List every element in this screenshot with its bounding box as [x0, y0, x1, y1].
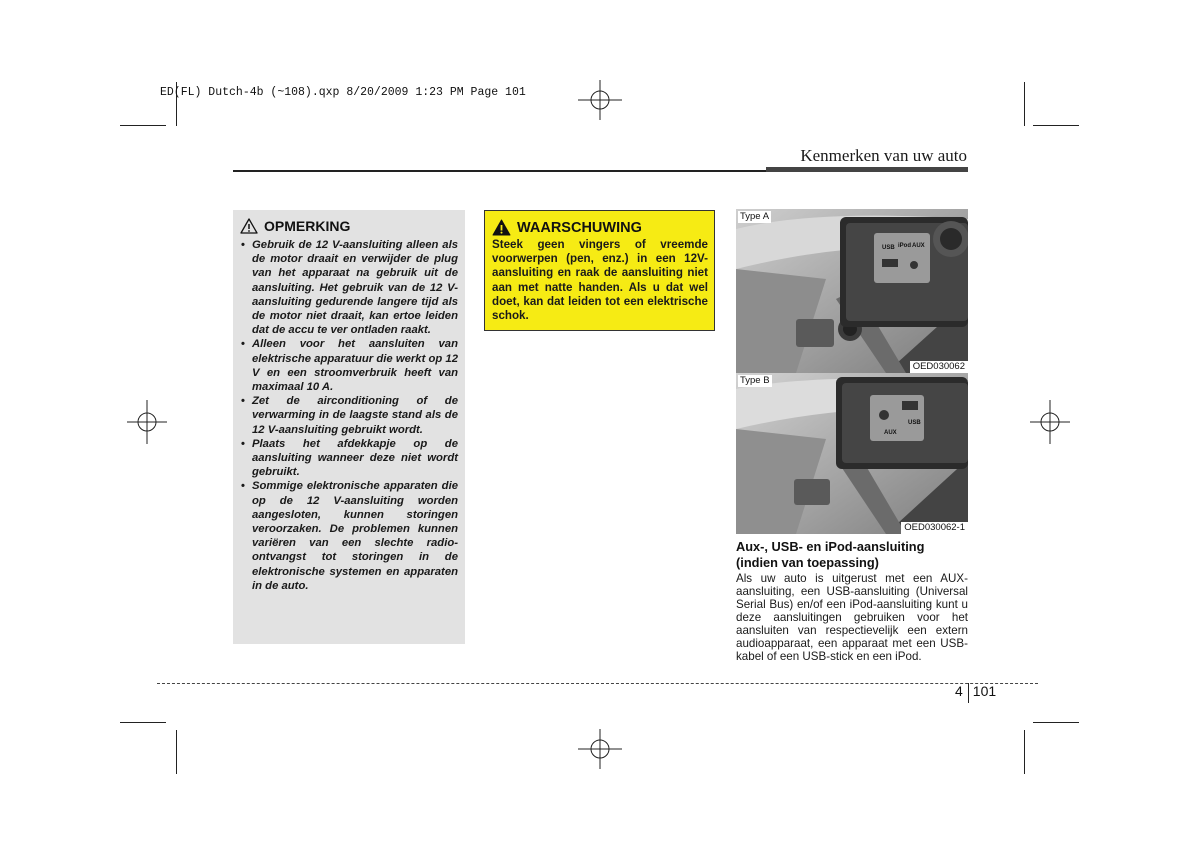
crop-mark [1024, 82, 1025, 126]
warning-triangle-filled-icon [492, 219, 511, 236]
photo-type-b [736, 373, 968, 534]
print-slug: ED(FL) Dutch-4b (~108).qxp 8/20/2009 1:23 PM Page 101 [160, 86, 526, 99]
registration-mark-icon [578, 80, 622, 120]
page-number-value: 101 [972, 683, 997, 699]
port-label: iPod [898, 243, 911, 249]
note-list [240, 238, 458, 593]
photo-code: OED030062 [910, 361, 968, 373]
header-rule-accent [766, 167, 968, 172]
console-illustration [736, 373, 968, 534]
photo-type-label: Type A [740, 211, 770, 222]
page-number-divider [968, 683, 969, 703]
subsection-title: Aux-, USB- en iPod-aansluiting (indien van toepassing) [736, 539, 925, 570]
note-item: • Gebruik de 12 V-aansluiting alleen als de motor draait en verwijder de plug van het apparaat na gebruik uit de aansluiting. Het gebruik van de 12 V-aansluiting gedurende langere tijd als de motor niet draait, kan ertoe leiden dat de accu te ver ontladen raakt. [240, 238, 458, 337]
console-illustration [736, 209, 968, 373]
crop-mark [120, 125, 166, 126]
chapter-number: 4 [955, 683, 963, 699]
crop-mark [176, 730, 177, 774]
warning-text: Steek geen vingers of vreemde voorwerpen (pen, enz.) in een 12V-aansluiting en raak de aansluiting niet aan met natte handen. Als u dat wel doet, kan dat leiden tot een elektrische schok. [492, 238, 708, 323]
crop-mark [1033, 722, 1079, 723]
registration-mark-icon [1030, 400, 1070, 444]
warning-heading [492, 219, 642, 236]
port-label: AUX [912, 243, 925, 249]
port-label: USB [882, 245, 895, 251]
crop-mark [1024, 730, 1025, 774]
crop-mark [1033, 125, 1079, 126]
photo-type-a [736, 209, 968, 373]
note-item: • Plaats het afdekkapje op de aansluiting wanneer deze niet wordt gebruikt. [240, 437, 458, 480]
page-number [955, 683, 996, 703]
photo-code: OED030062-1 [901, 522, 968, 534]
warning-triangle-outline-icon [240, 218, 258, 234]
port-label: USB [908, 420, 921, 426]
note-item: • Alleen voor het aansluiten van elektrische apparatuur die werkt op 12 V en een stroomverbruik heeft van maximaal 10 A. [240, 337, 458, 394]
registration-mark-icon [578, 729, 622, 769]
registration-mark-icon [127, 400, 167, 444]
crop-mark [120, 722, 166, 723]
port-label: AUX [884, 430, 897, 436]
subsection-body: Als uw auto is uitgerust met een AUX-aansluiting, een USB-aansluiting (Universal Serial Bus) en/of een iPod-aansluiting kunt u deze aansluitingen gebruiken voor het aansluiten van respectievelijk een extern audioapparaat, een apparaat met een USB-kabel of een USB-stick en een iPod. [736, 572, 968, 663]
note-item: • Zet de airconditioning of de verwarming in de laagste stand als de 12 V-aansluiting gebruikt wordt. [240, 394, 458, 437]
footer-rule [157, 683, 1038, 684]
note-title: OPMERKING [264, 218, 351, 234]
note-item: • Sommige elektronische apparaten die op de 12 V-aansluiting worden aangesloten, kunnen storingen veroorzaken. De problemen kunnen variëren van een slechte radio-ontvangst tot storingen in de elektronische systemen en apparaten in de auto. [240, 479, 458, 593]
warning-title: WAARSCHUWING [517, 219, 642, 236]
section-title: Kenmerken van uw auto [800, 146, 967, 165]
note-heading [240, 218, 350, 234]
photo-type-label: Type B [740, 375, 770, 386]
